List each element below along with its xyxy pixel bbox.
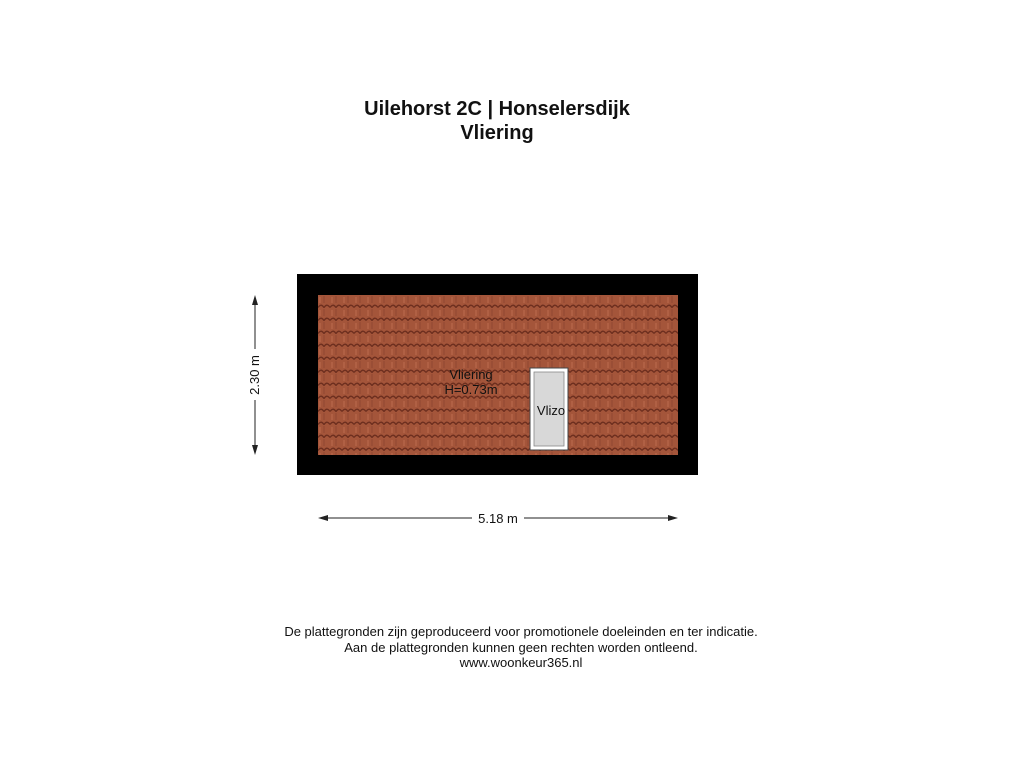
room-name-label: Vliering (449, 367, 493, 382)
width-arrow-right-icon (668, 515, 678, 521)
depth-arrow-down-icon (252, 445, 258, 455)
depth-dimension-label: 2.30 m (247, 355, 262, 395)
room-height-label: H=0.73m (444, 382, 498, 397)
roof-tiles (318, 295, 678, 455)
website-url: www.woonkeur365.nl (459, 655, 583, 670)
width-dimension-label: 5.18 m (478, 511, 518, 526)
floor-name: Vliering (460, 122, 534, 144)
width-arrow-left-icon (318, 515, 328, 521)
hatch-label: Vlizo (536, 403, 566, 418)
disclaimer-line-2: Aan de plattegronden kunnen geen rechten worden ontleend. (344, 640, 698, 655)
disclaimer-line-1: De plattegronden zijn geproduceerd voor promotionele doeleinden en ter indicatie. (284, 624, 758, 639)
plan-title: Uilehorst 2C | Honselersdijk (364, 98, 630, 120)
depth-arrow-up-icon (252, 295, 258, 305)
